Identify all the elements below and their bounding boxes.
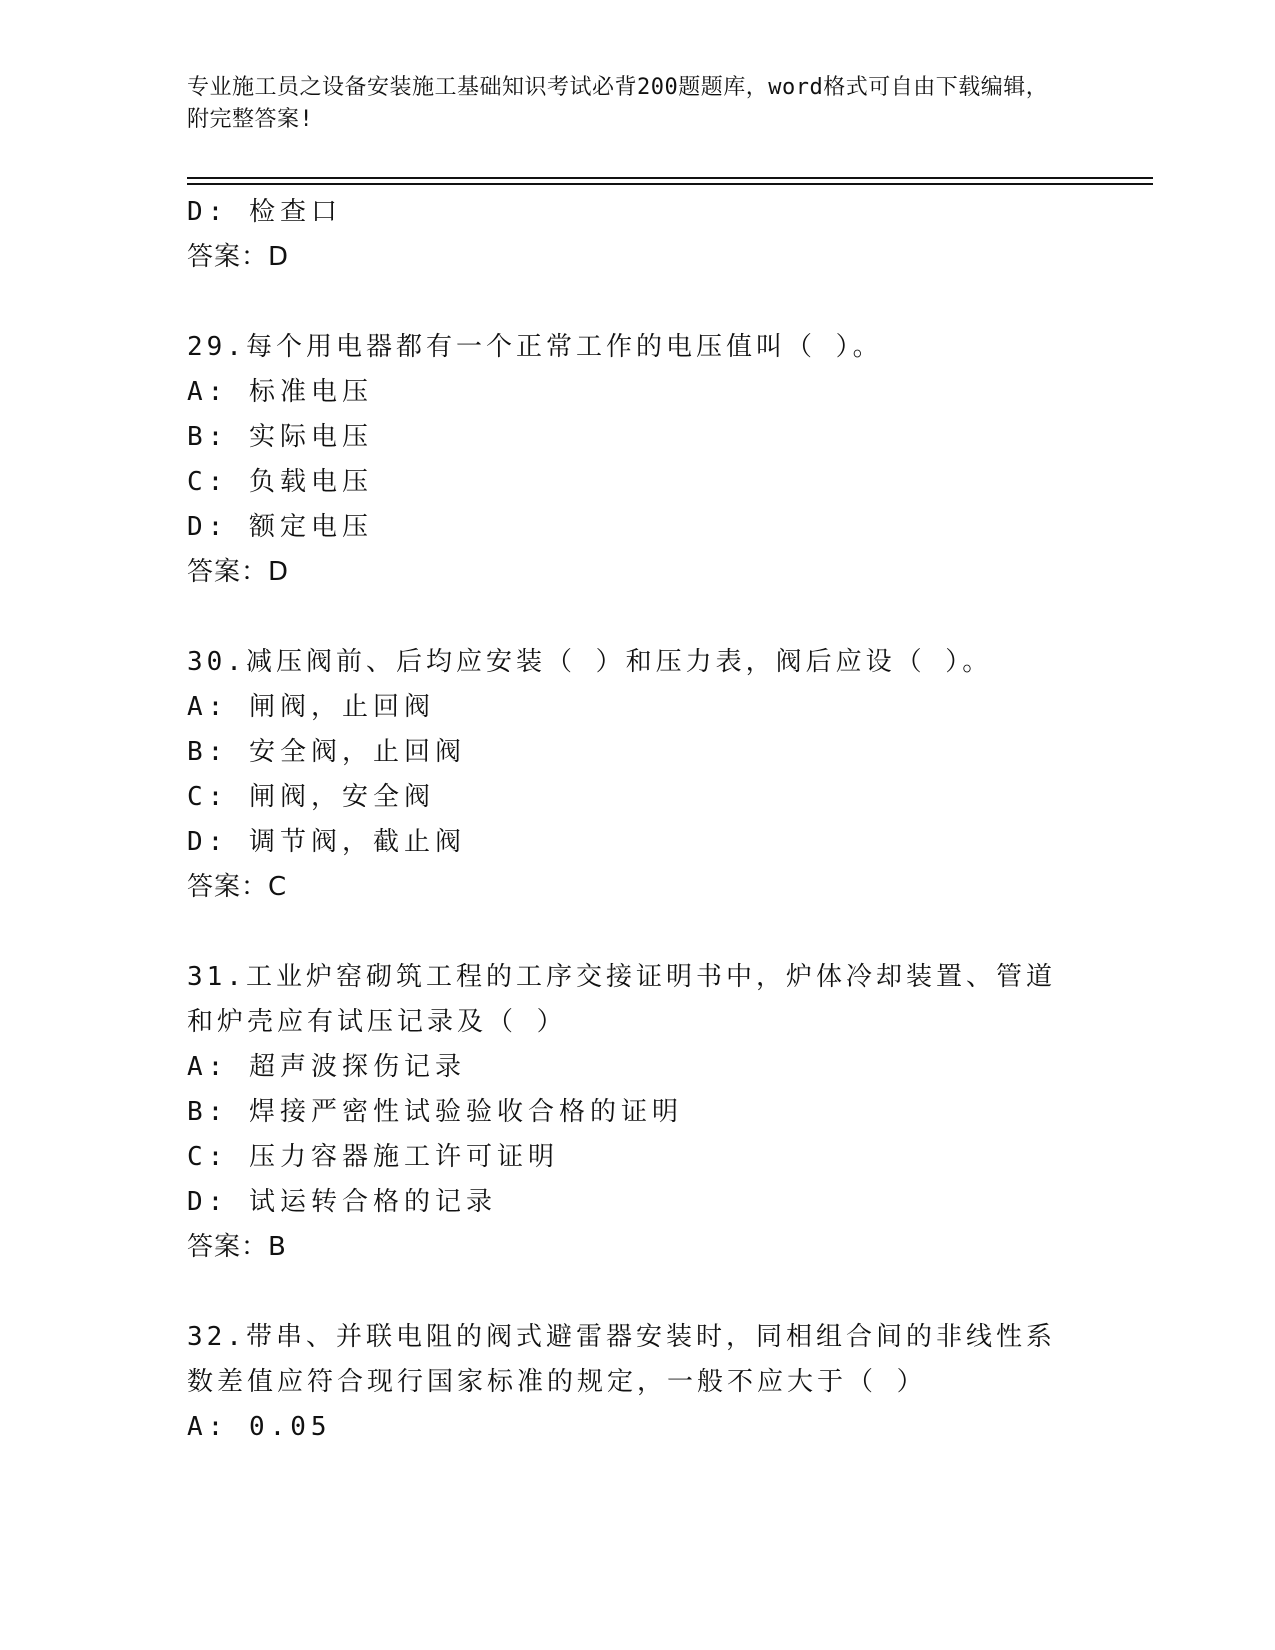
question-text: 29.每个用电器都有一个正常工作的电压值叫（ ）。 bbox=[187, 332, 883, 362]
answer: 答案：D bbox=[187, 557, 290, 587]
question-31 bbox=[187, 955, 1087, 1270]
question-32 bbox=[187, 1315, 1087, 1450]
option-b: B: 安全阀，止回阀 bbox=[187, 737, 466, 767]
option-d: D: 额定电压 bbox=[187, 512, 373, 542]
header-rule-bottom bbox=[187, 183, 1153, 185]
option-a: A: 标准电压 bbox=[187, 377, 373, 407]
question-29 bbox=[187, 325, 1087, 595]
option-b: B: 实际电压 bbox=[187, 422, 373, 452]
option-a: A: 0.05 bbox=[187, 1412, 332, 1442]
option-a: A: 超声波探伤记录 bbox=[187, 1052, 466, 1082]
option-d: D: 检查口 bbox=[187, 197, 342, 227]
option-b: B: 焊接严密性试验验收合格的证明 bbox=[187, 1097, 683, 1127]
header-rule-top bbox=[187, 177, 1153, 179]
question-text: 30.减压阀前、后均应安装（ ）和压力表，阀后应设（ ）。 bbox=[187, 647, 993, 677]
option-a: A: 闸阀，止回阀 bbox=[187, 692, 435, 722]
question-list bbox=[187, 190, 1087, 1450]
option-c: C: 压力容器施工许可证明 bbox=[187, 1142, 559, 1172]
answer: 答案：C bbox=[187, 872, 288, 902]
option-d: D: 试运转合格的记录 bbox=[187, 1187, 497, 1217]
header-title: 专业施工员之设备安装施工基础知识考试必背200题题库，word格式可自由下载编辑，附完整答案! bbox=[187, 75, 1049, 132]
question-text: 32.带串、并联电阻的阀式避雷器安装时，同相组合间的非线性系数差值应符合现行国家标准的规定，一般不应大于（ ） bbox=[187, 1322, 1056, 1397]
option-c: C: 负载电压 bbox=[187, 467, 373, 497]
option-d: D: 调节阀，截止阀 bbox=[187, 827, 466, 857]
question-30 bbox=[187, 640, 1087, 910]
question-text: 31.工业炉窑砌筑工程的工序交接证明书中，炉体冷却装置、管道和炉壳应有试压记录及（ ） bbox=[187, 962, 1056, 1037]
document-header bbox=[187, 72, 1067, 136]
answer: 答案：B bbox=[187, 1232, 287, 1262]
option-c: C: 闸阀，安全阀 bbox=[187, 782, 435, 812]
answer: 答案：D bbox=[187, 242, 290, 272]
